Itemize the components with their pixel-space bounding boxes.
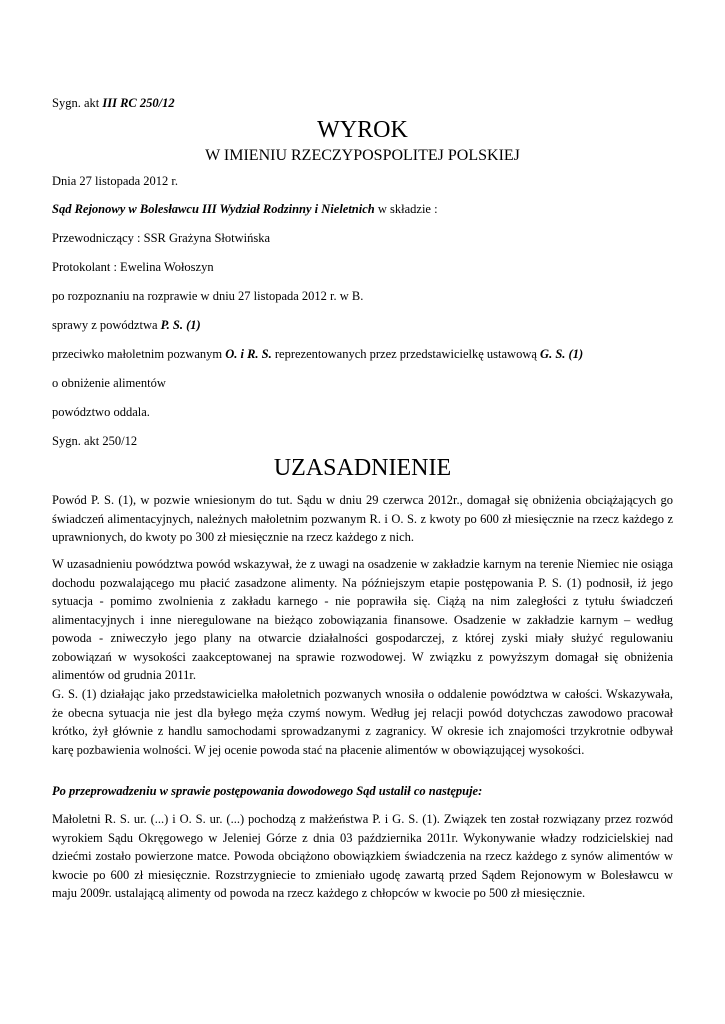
against-prefix: przeciwko małoletnim pozwanym — [52, 347, 226, 361]
case-prefix: sprawy z powództwa — [52, 318, 161, 332]
defendants-names: O. i R. S. — [225, 347, 272, 361]
subject-line: o obniżenie alimentów — [52, 376, 166, 390]
against-middle: reprezentowanych przez przedstawicielkę ustawową — [271, 347, 541, 361]
clerk-line: Protokolant : Ewelina Wołoszyn — [52, 260, 214, 274]
court-suffix: w składzie : — [374, 202, 438, 216]
decision-line: powództwo oddala. — [52, 405, 150, 419]
case-signature-2: Sygn. akt 250/12 — [52, 434, 138, 448]
plaintiff-name: P. S. (1) — [160, 318, 201, 332]
findings-heading: Po przeprowadzeniu w sprawie postępowania dowodowego Sąd ustalił co następuje: — [52, 784, 483, 798]
court-composition — [52, 201, 438, 217]
document-subtitle: W IMIENIU RZECZYPOSPOLITEJ POLSKIEJ — [205, 147, 520, 164]
document-title: WYROK — [317, 117, 408, 143]
verdict-date: Dnia 27 listopada 2012 r. — [52, 174, 179, 188]
justification-paragraph-2: W uzasadnieniu powództwa powód wskazywał, że z uwagi na osadzenie w zakładzie karnym na terenie Niemiec nie osiąga dochodu pozwalającego mu płacić zasadzone alimenty. Na późniejszym etapie postępowania P. S. (1) podnosił, iż jego sytuacja - pomimo zwolnienia z zakładu karnego - nie poprawiła się. Ciążą na nim zaległości z tytułu świadczeń alimentacyjnych i inne nieregulowane na bieżąco zobowiązania finansowe. Osadzenie w zakładzie karnym – według powoda - zniweczyło jego plany na otwarcie działalności gospodarczej, z której zyski miały służyć regulowaniu zobowiązań w wysokości zaakceptowanej na sprawie rozwodowej. W związku z powyższym domagał się obniżenia alimentów od grudnia 2011r. — [52, 557, 673, 682]
hearing-line: po rozpoznaniu na rozprawie w dniu 27 listopada 2012 r. w B. — [52, 289, 364, 303]
case-signature — [52, 95, 175, 111]
justification-title: UZASADNIENIE — [273, 455, 452, 481]
against-line — [52, 346, 583, 362]
representative-name: G. S. (1) — [540, 347, 584, 361]
chair-line: Przewodniczący : SSR Grażyna Słotwińska — [52, 231, 271, 245]
case-signature-prefix: Sygn. akt — [52, 96, 103, 110]
case-signature-number: III RC 250/12 — [102, 96, 175, 110]
justification-paragraph-3: G. S. (1) działając jako przedstawicielka małoletnich pozwanych wnosiła o oddalenie powództwa w całości. Wskazywała, że obecna sytuacja nie jest dla byłego męża czymś nowym. Według jej relacji powód dotychczas zawodowo pracował krótko, żył głównie z handlu samochodami sprowadzanymi z zagranicy. W okresie ich znajomości trzykrotnie odbywał karę pozbawienia wolności. W jej ocenie powoda stać na płacenie alimentów w obowiązującej wysokości. — [52, 687, 673, 757]
findings-paragraph-1: Małoletni R. S. ur. (...) i O. S. ur. (...) pochodzą z małżeństwa P. i G. S. (1). Związek ten został rozwiązany przez rozwód wyrokiem Sądu Okręgowego w Jeleniej Górze z dnia 03 października 2011r. Wykonywanie władzy rodzicielskiej nad dziećmi zostało powierzone matce. Powoda obciążono obowiązkiem świadczenia na rzecz każdego z synów alimentów w kwocie po 600 zł miesięcznie. Rozstrzygniecie to zmieniało ugodę zawartą przed Sądem Rejonowym w Bolesławcu w maju 2009r. ustalającą alimenty od powoda na rzecz każdego z chłopców w kwocie po 500 zł miesięcznie. — [52, 812, 673, 900]
court-name: Sąd Rejonowy w Bolesławcu III Wydział Rodzinny i Nieletnich — [52, 202, 375, 216]
case-line — [52, 317, 201, 333]
justification-paragraph-1: Powód P. S. (1), w pozwie wniesionym do tut. Sądu w dniu 29 czerwca 2012r., domagał się obniżenia obciążających go świadczeń alimentacyjnych, należnych małoletnim pozwanym R. i O. S. z kwoty po 600 zł miesięcznie na rzecz każdego z uprawnionych, do kwoty po 300 zł miesięcznie na rzecz każdego z nich. — [52, 493, 673, 544]
